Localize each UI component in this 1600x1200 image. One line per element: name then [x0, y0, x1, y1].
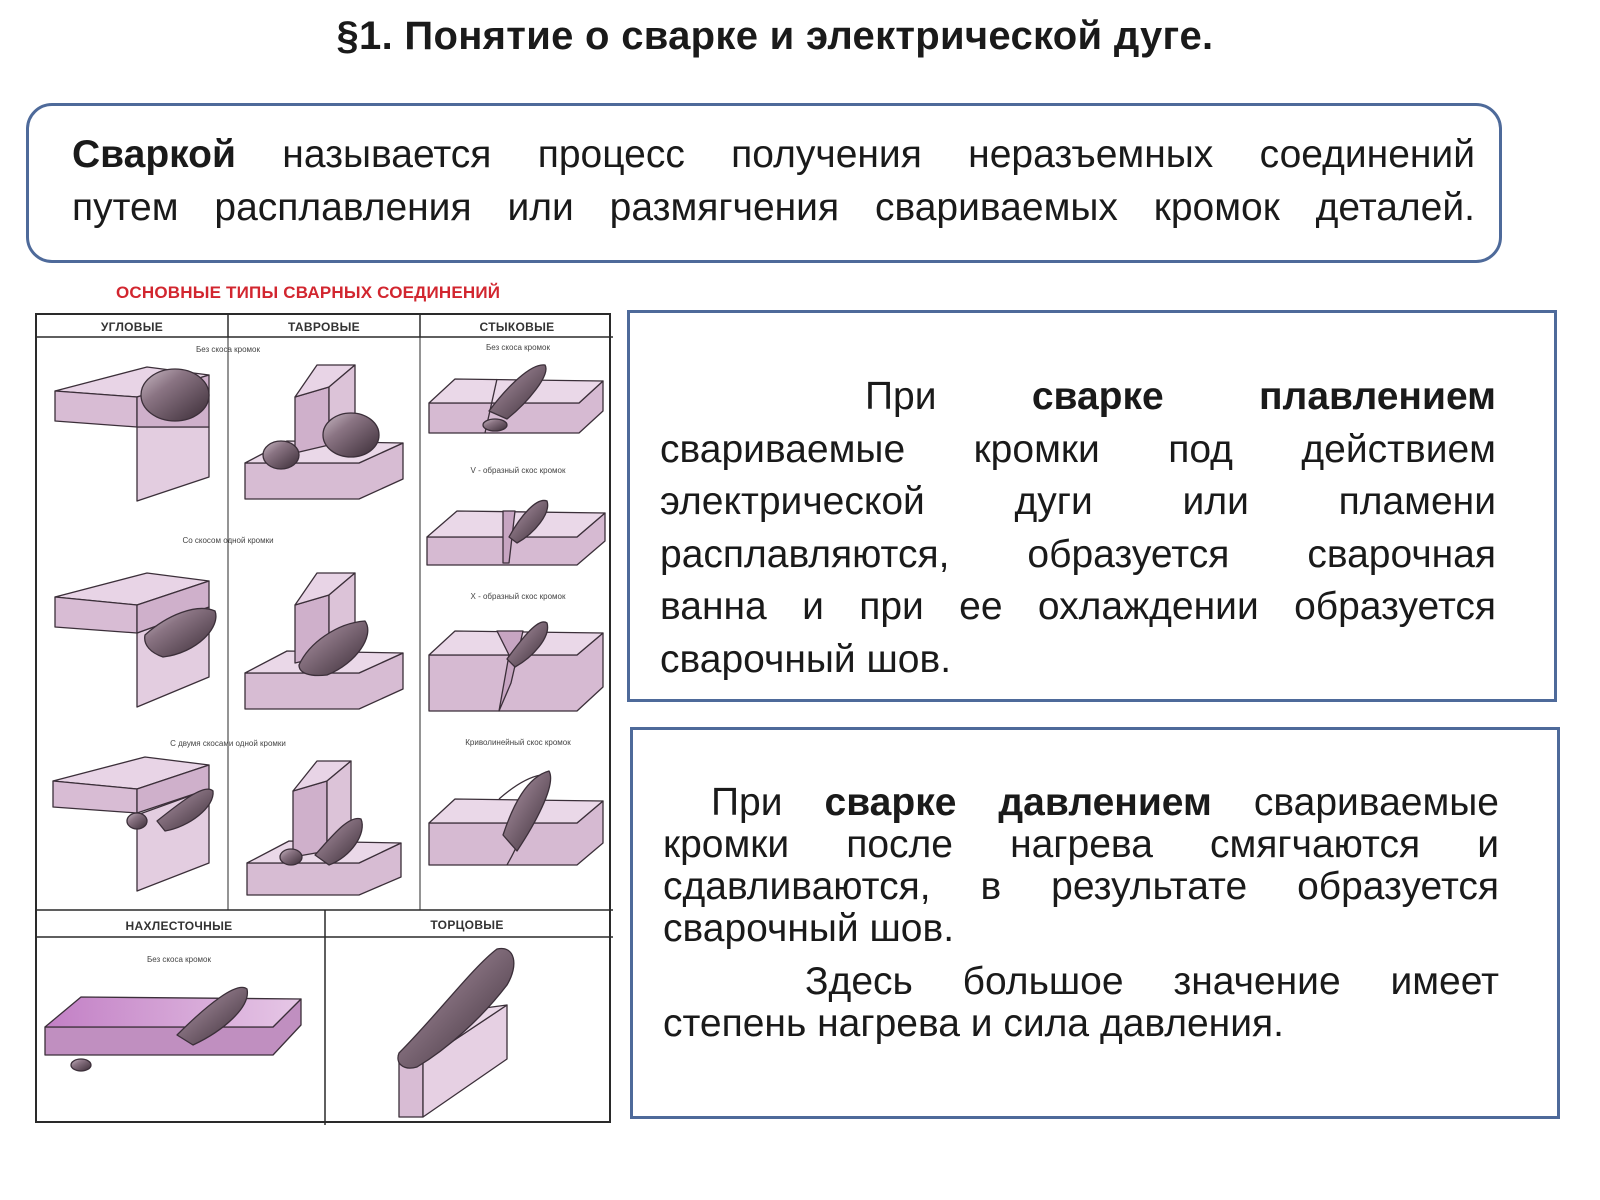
lap-joint	[45, 987, 301, 1071]
butt-joint-1	[429, 365, 603, 433]
corner-joint-1	[55, 367, 209, 501]
caption-single-bevel: Со скосом одной кромки	[182, 536, 274, 545]
definition-box	[26, 103, 1502, 263]
fusion-line-3: электрической дуги или пламени	[660, 480, 1496, 523]
pressure-line-2: кромки после нагрева смягчаются и	[663, 823, 1499, 866]
pressure-bold: сварке давлением	[824, 781, 1212, 824]
header-edge: ТОРЦОВЫЕ	[430, 918, 504, 932]
pressure-text-pri: При	[711, 781, 783, 824]
fusion-line-4: расплавляются, образуется сварочная	[660, 532, 1496, 576]
tee-joint-2	[245, 573, 403, 709]
pressure-line-3: сдавливаются, в результате образуется	[663, 865, 1499, 908]
fusion-line-5: ванна и при ее охлаждении образуется	[660, 585, 1496, 628]
caption-butt-v: V - образный скос кромок	[470, 466, 566, 475]
fusion-bold-1: сварке	[1031, 375, 1164, 418]
definition-line-1	[72, 128, 1475, 181]
edge-joint	[398, 948, 514, 1117]
header-tee: ТАВРОВЫЕ	[288, 320, 360, 334]
page-title: §1. Понятие о сварке и электрической дуге.	[336, 14, 1214, 58]
pressure-line-4: сварочный шов.	[663, 907, 955, 950]
weld-joints-poster	[35, 313, 611, 1123]
header-lap: НАХЛЕСТОЧНЫЕ	[125, 919, 233, 933]
caption-no-bevel: Без скоса кромок	[196, 345, 260, 354]
pressure-line-5	[663, 961, 1499, 1003]
caption-lap-no-bevel: Без скоса кромок	[147, 955, 211, 964]
caption-butt-x: X - образный скос кромок	[470, 592, 566, 601]
definition-text-1: называется процесс получения неразъемных соединений	[282, 133, 1475, 176]
definition-line-2: путем расплавления или размягчения свариваемых кромок деталей.	[72, 186, 1475, 229]
pressure-text-2: Здесь большое значение имеет	[805, 960, 1499, 1003]
corner-joint-3	[53, 757, 213, 891]
fusion-line-2: свариваемые кромки под действием	[660, 427, 1496, 471]
weld-joints-illustration	[37, 315, 613, 1125]
caption-double-bevel: С двумя скосами одной кромки	[170, 739, 286, 748]
tee-joint-3	[247, 761, 401, 895]
pressure-welding-box	[630, 727, 1560, 1119]
fusion-bold-2: плавлением	[1258, 375, 1496, 418]
pressure-line-6: степень нагрева и сила давления.	[663, 1002, 1284, 1045]
tee-joint-1	[245, 365, 403, 499]
corner-joint-2	[55, 573, 216, 707]
butt-joint-3	[429, 622, 603, 711]
header-corner: УГЛОВЫЕ	[100, 320, 164, 334]
pressure-line-1	[663, 782, 1499, 824]
butt-joint-2	[427, 500, 605, 565]
fusion-text-pri: При	[865, 375, 937, 418]
pressure-text-1: свариваемые	[1253, 781, 1499, 824]
definition-term: Сваркой	[72, 133, 236, 176]
butt-joint-4	[429, 771, 603, 865]
poster-title: ОСНОВНЫЕ ТИПЫ СВАРНЫХ СОЕДИНЕНИЙ	[116, 283, 501, 302]
caption-butt-curved: Криволинейный скос кромок	[465, 738, 571, 747]
caption-butt-no-bevel: Без скоса кромок	[486, 343, 550, 352]
fusion-line-1	[660, 371, 1496, 424]
fusion-line-6: сварочный шов.	[660, 637, 952, 681]
header-butt: СТЫКОВЫЕ	[479, 320, 555, 334]
fusion-welding-box	[627, 310, 1557, 702]
